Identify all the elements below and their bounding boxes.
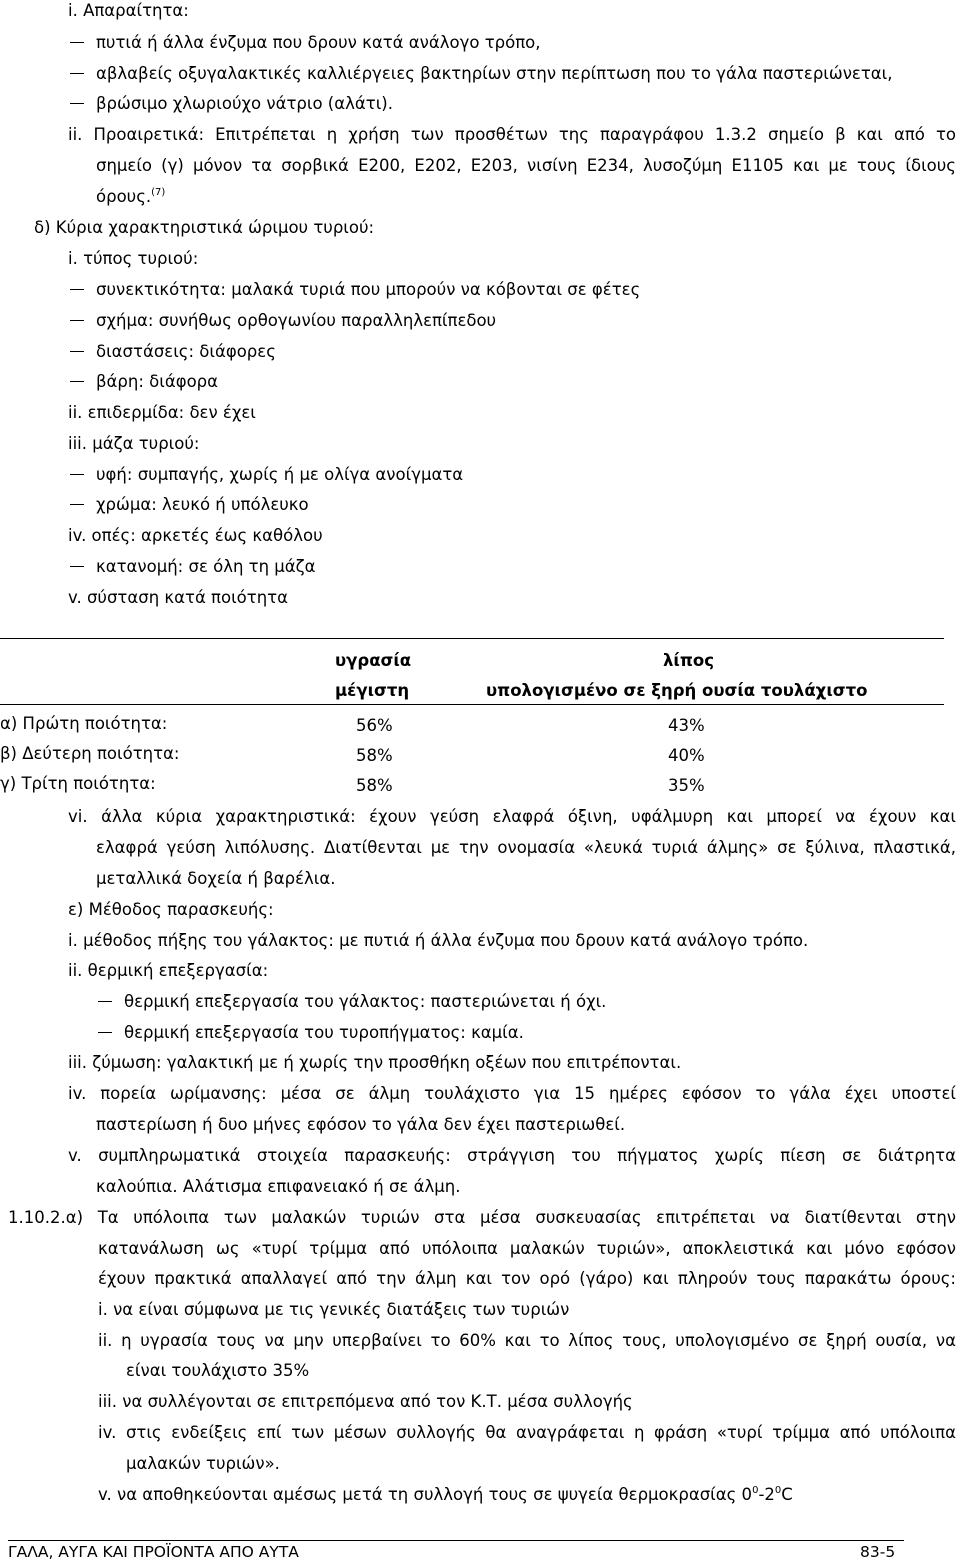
dash-bullet [98, 1032, 112, 1033]
paragraph-line: v. συμπληρωματικά στοιχεία παρασκευής: στράγγιση του πήγματος χωρίς πίεση σε διάτρητα [68, 1146, 956, 1165]
list-item: συνεκτικότητα: μαλακά τυριά που μπορούν να κόβονται σε φέτες [70, 279, 640, 301]
paragraph-line: μαλακών τυριών». [126, 1454, 280, 1473]
list-item: βρώσιμο χλωριούχο νάτριο (αλάτι). [70, 93, 393, 115]
list-item: πυτιά ή άλλα ένζυμα που δρουν κατά ανάλογο τρόπο, [70, 32, 541, 54]
table-header-moisture-sub: μέγιστη [335, 681, 410, 700]
footnote-ref: (7) [151, 187, 166, 198]
dash-bullet [70, 73, 84, 74]
table-cell-moisture: 58% [356, 746, 393, 765]
list-item: υφή: συμπαγής, χωρίς ή με ολίγα ανοίγματα [70, 464, 463, 486]
table-cell-fat: 35% [668, 776, 705, 795]
paragraph-line: όρους.$^{(7)}$ [96, 187, 166, 206]
table-row-label: γ) Τρίτη ποιότητα: [0, 774, 156, 793]
footer-title: ΓΑΛΑ, ΑΥΓΑ ΚΑΙ ΠΡΟΪΟΝΤΑ ΑΠΟ ΑΥΤΑ [8, 1543, 299, 1561]
table-cell-fat: 40% [668, 746, 705, 765]
table-row-label: β) Δεύτερη ποιότητα: [0, 744, 180, 763]
item-heading: iv. οπές: αρκετές έως καθόλου [68, 526, 323, 545]
list-item: χρώμα: λευκό ή υπόλευκο [70, 494, 309, 516]
list-item: διαστάσεις: διάφορες [70, 341, 276, 363]
footer-rule [8, 1540, 904, 1541]
item-heading: iii. ζύμωση: γαλακτική με ή χωρίς την προσθήκη οξέων που επιτρέπονται. [68, 1053, 682, 1072]
page-number: 83-5 [860, 1543, 896, 1561]
table-header-fat-sub: υπολογισμένο σε ξηρή ουσία τουλάχιστο [486, 681, 868, 700]
item-heading: v. σύσταση κατά ποιότητα [68, 588, 288, 607]
list-item: αβλαβείς οξυγαλακτικές καλλιέργειες βακτηρίων στην περίπτωση που το γάλα παστεριώνεται, [70, 63, 892, 85]
dash-bullet [70, 351, 84, 352]
paragraph-line: ii. Προαιρετικά: Επιτρέπεται η χρήση των προσθέτων της παραγράφου 1.3.2 σημείο β και από το [68, 125, 956, 144]
paragraph-line: μεταλλικά δοχεία ή βαρέλια. [96, 869, 336, 888]
section-heading: δ) Κύρια χαρακτηριστικά ώριμου τυριού: [34, 218, 375, 237]
item-heading: ii. θερμική επεξεργασία: [68, 961, 269, 980]
table-cell-moisture: 58% [356, 776, 393, 795]
dash-bullet [70, 289, 84, 290]
paragraph-line: 1.10.2.α) Τα υπόλοιπα των μαλακών τυριών στα μέσα συσκευασίας επιτρέπεται να διατίθενται στην [8, 1208, 956, 1227]
item-heading: i. μέθοδος πήξης του γάλακτος: με πυτιά ή άλλα ένζυμα που δρουν κατά ανάλογο τρόπο. [68, 931, 809, 950]
item-heading: i. τύπος τυριού: [68, 249, 199, 268]
dash-bullet [70, 381, 84, 382]
paragraph-line: ελαφρά γεύση λιπόλυσης. Διατίθενται με την ονομασία «λευκά τυριά άλμης» σε ξύλινα, πλαστικά, [96, 838, 956, 857]
paragraph-line: σημείο (γ) μόνον τα σορβικά Ε200, Ε202, Ε203, νισίνη Ε234, λυσοζύμη Ε1105 και με τους ίδιους [96, 156, 956, 175]
item-heading: iii. να συλλέγονται σε επιτρεπόμενα από τον Κ.Τ. μέσα συλλογής [98, 1392, 633, 1411]
item-heading: ii. επιδερμίδα: δεν έχει [68, 403, 256, 422]
item-heading: v. να αποθηκεύονται αμέσως μετά τη συλλογή τους σε ψυγεία θερμοκρασίας $0^0-2^0C$ [98, 1485, 793, 1504]
item-heading: i. Απαραίτητα: [68, 1, 189, 20]
list-item: θερμική επεξεργασία του γάλακτος: παστεριώνεται ή όχι. [98, 991, 606, 1013]
table-cell-fat: 43% [668, 716, 705, 735]
dash-bullet [98, 1001, 112, 1002]
table-row-label: α) Πρώτη ποιότητα: [0, 714, 168, 733]
paragraph-line: είναι τουλάχιστο 35% [126, 1361, 310, 1380]
list-item: κατανομή: σε όλη τη μάζα [70, 556, 316, 578]
table-header-fat: λίπος [662, 651, 715, 670]
table-rule-top [0, 638, 944, 639]
dash-bullet [70, 474, 84, 475]
paragraph-line: iv. πορεία ωρίμανσης: μέσα σε άλμη τουλάχιστο για 15 ημέρες εφόσον το γάλα έχει υποστεί [68, 1084, 956, 1103]
list-item: βάρη: διάφορα [70, 371, 218, 393]
paragraph-line: iv. στις ενδείξεις επί των μέσων συλλογής θα αναγράφεται η φράση «τυρί τρίμμα από υπόλοιπα [98, 1423, 956, 1442]
paragraph-line: ii. η υγρασία τους να μην υπερβαίνει το 60% και το λίπος τους, υπολογισμένο σε ξηρή ουσία, να [98, 1331, 956, 1350]
dash-bullet [70, 566, 84, 567]
list-item: σχήμα: συνήθως ορθογωνίου παραλληλεπίπεδου [70, 310, 496, 332]
item-heading: i. να είναι σύμφωνα με τις γενικές διατάξεις των τυριών [98, 1300, 570, 1319]
paragraph-line: κατανάλωση ως «τυρί τρίμμα από υπόλοιπα μαλακών τυριών», αποκλειστικά και μόνο εφόσον [98, 1239, 956, 1258]
dash-bullet [70, 504, 84, 505]
table-rule-header [0, 704, 944, 705]
table-header-moisture: υγρασία [335, 651, 412, 670]
section-heading: ε) Μέθοδος παρασκευής: [68, 900, 274, 919]
paragraph-line: vi. άλλα κύρια χαρακτηριστικά: έχουν γεύση ελαφρά όξινη, υφάλμυρη και μπορεί να έχουν και [68, 807, 956, 826]
paragraph-line: καλούπια. Αλάτισμα επιφανειακό ή σε άλμη. [96, 1177, 461, 1196]
table-cell-moisture: 56% [356, 716, 393, 735]
dash-bullet [70, 320, 84, 321]
paragraph-line: παστερίωση ή δυο μήνες εφόσον το γάλα δεν έχει παστεριωθεί. [96, 1115, 626, 1134]
dash-bullet [70, 42, 84, 43]
list-item: θερμική επεξεργασία του τυροπήγματος: καμία. [98, 1022, 524, 1044]
paragraph-line: έχουν πρακτικά απαλλαγεί από την άλμη και τον ορό (γάρο) και πληρούν τους παρακάτω όρους: [98, 1269, 956, 1288]
dash-bullet [70, 103, 84, 104]
item-heading: iii. μάζα τυριού: [68, 434, 200, 453]
